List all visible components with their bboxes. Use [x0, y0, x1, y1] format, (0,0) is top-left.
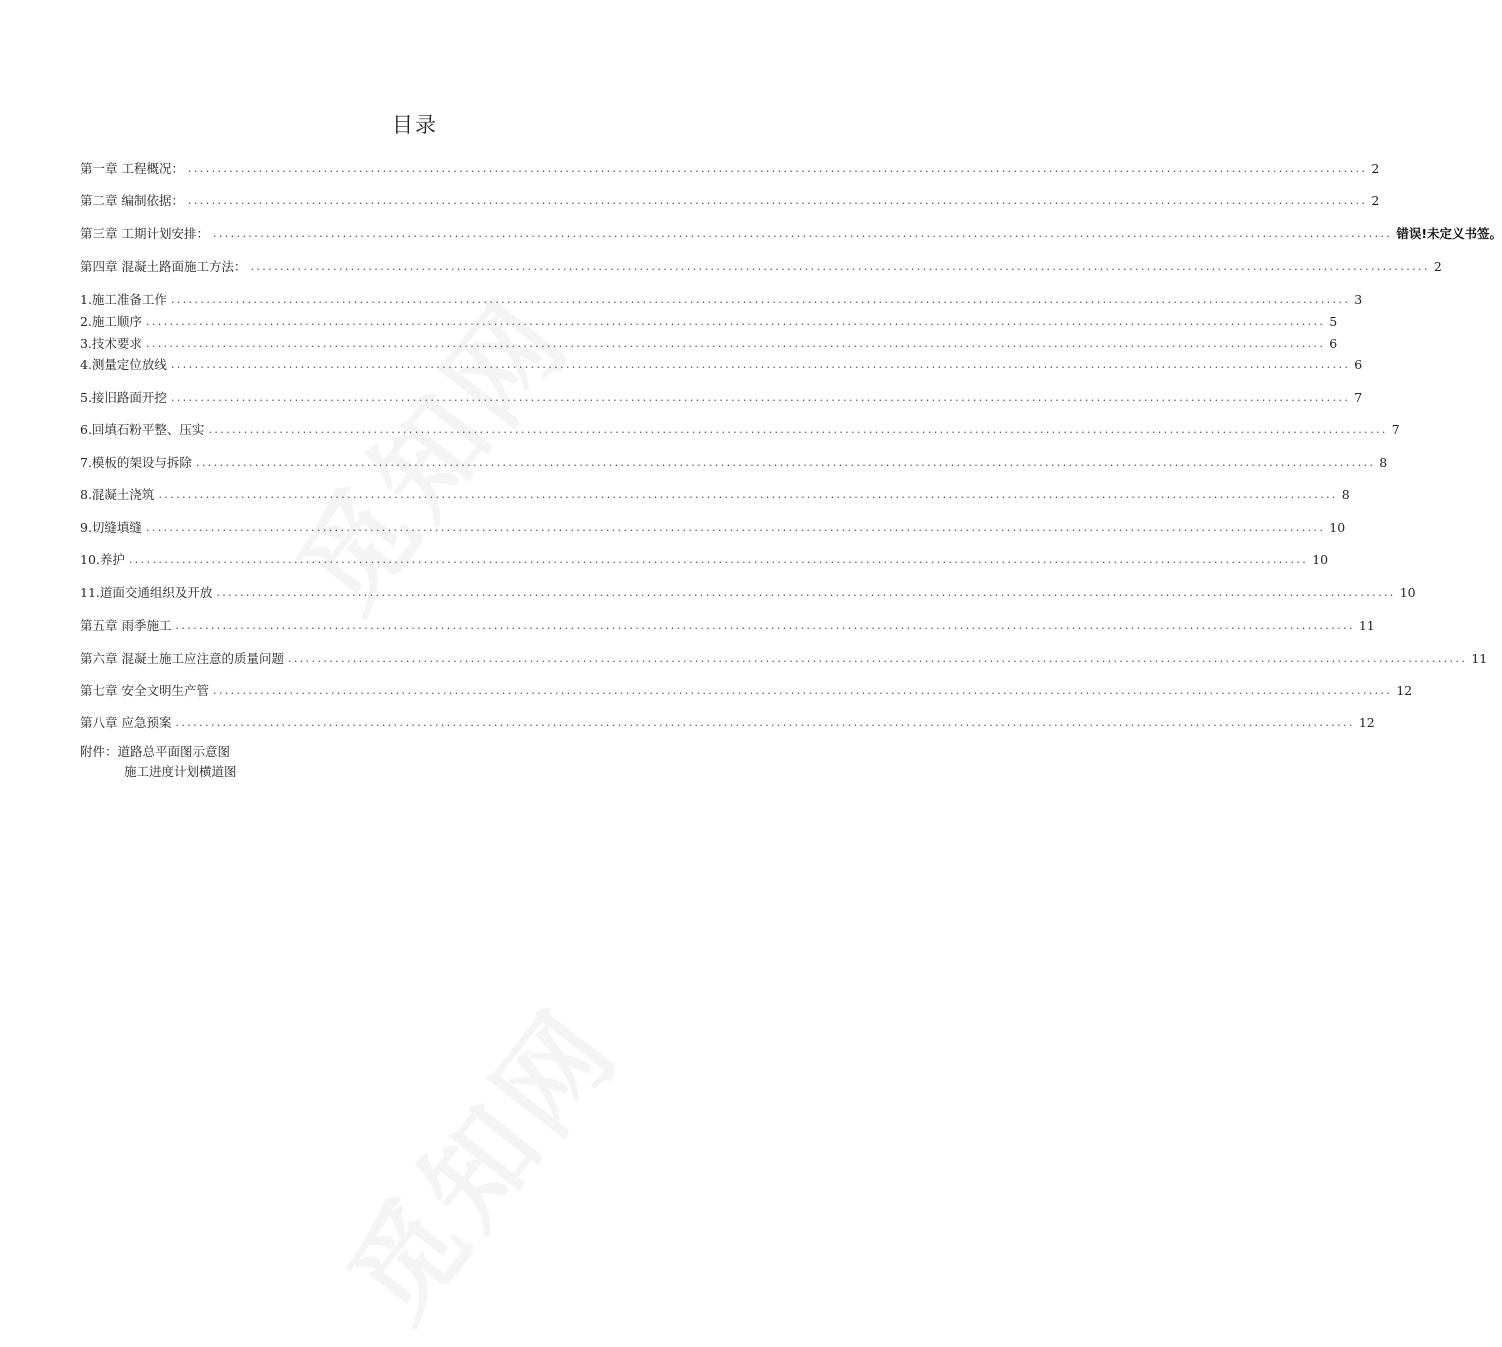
watermark	[306, 971, 648, 1347]
toc-entry-page: 8	[1379, 455, 1388, 470]
toc-leader-dots: ........................................................................................................................................................................................................	[175, 716, 1355, 729]
toc-entry[interactable]	[80, 222, 1502, 242]
toc-entry-page: 12	[1396, 683, 1413, 698]
appendix	[80, 742, 237, 782]
toc-leader-dots: ........................................................................................................................................................................................................	[216, 586, 1396, 599]
toc-entry[interactable]	[80, 288, 1363, 308]
toc-entry-page: 10	[1329, 520, 1346, 535]
toc-entry-label: 10.养护	[80, 552, 125, 567]
toc-entry-page: 7	[1354, 390, 1363, 405]
toc-entry-page: 6	[1354, 357, 1363, 372]
toc-leader-dots: ........................................................................................................................................................................................................	[170, 391, 1351, 404]
toc-entry-label: 1.施工准备工作	[80, 292, 167, 307]
toc-entry-label: 第一章 工程概况：	[80, 161, 184, 176]
toc-entry-page: 8	[1341, 487, 1350, 502]
toc-entry[interactable]	[80, 451, 1388, 471]
appendix-line-1: 附件：道路总平面图示意图	[80, 744, 231, 759]
toc-entry-page: 11	[1358, 618, 1375, 633]
toc-entry-label: 第二章 编制依据：	[80, 193, 184, 208]
toc-leader-dots: ........................................................................................................................................................................................................	[195, 456, 1376, 469]
toc-leader-dots: ........................................................................................................................................................................................................	[187, 194, 1368, 207]
toc-leader-dots: ........................................................................................................................................................................................................	[128, 553, 1309, 566]
toc-entry-label: 第五章 雨季施工	[80, 618, 172, 633]
toc-leader-dots: ........................................................................................................................................................................................................	[170, 358, 1351, 371]
toc-entry-page: 错误!未定义书签。	[1396, 226, 1502, 241]
toc-leader-dots: ........................................................................................................................................................................................................	[158, 488, 1338, 501]
toc-entry-label: 第八章 应急预案	[80, 715, 172, 730]
toc-entry-label: 第六章 混凝土施工应注意的质量问题	[80, 651, 284, 666]
toc-entry[interactable]	[80, 353, 1363, 373]
toc-leader-dots: ........................................................................................................................................................................................................	[145, 337, 1326, 350]
toc-entry-label: 第四章 混凝土路面施工方法：	[80, 259, 247, 274]
toc-entry-page: 11	[1471, 651, 1488, 666]
toc-entry-page: 12	[1358, 715, 1375, 730]
toc-leader-dots: ........................................................................................................................................................................................................	[175, 619, 1355, 632]
toc-entry[interactable]	[80, 418, 1400, 438]
toc-entry-label: 5.接旧路面开挖	[80, 390, 167, 405]
toc-entry-page: 7	[1391, 422, 1400, 437]
toc-entry[interactable]	[80, 255, 1442, 275]
toc-entry-page: 10	[1312, 552, 1329, 567]
toc-leader-dots: ........................................................................................................................................................................................................	[145, 315, 1326, 328]
toc-entry-label: 第三章 工期计划安排：	[80, 226, 209, 241]
toc-entry[interactable]	[80, 581, 1416, 601]
toc-entry[interactable]	[80, 483, 1350, 503]
toc-entry-label: 第七章 安全文明生产管	[80, 683, 209, 698]
toc-leader-dots: ........................................................................................................................................................................................................	[287, 652, 1468, 665]
toc-entry-page: 2	[1371, 161, 1380, 176]
toc-entry[interactable]	[80, 310, 1338, 330]
toc-entry-label: 2.施工顺序	[80, 314, 142, 329]
toc-entry-page: 3	[1354, 292, 1363, 307]
toc-entry[interactable]	[80, 679, 1413, 699]
toc-entry[interactable]	[80, 386, 1363, 406]
toc-entry-label: 9.切缝填缝	[80, 520, 142, 535]
toc-entry[interactable]	[80, 189, 1380, 209]
toc-entry-label: 3.技术要求	[80, 336, 142, 351]
toc-entry[interactable]	[80, 614, 1375, 634]
toc-entry[interactable]	[80, 516, 1346, 536]
toc-leader-dots: ........................................................................................................................................................................................................	[250, 260, 1430, 273]
page-title: 目录	[392, 113, 438, 137]
toc-entry-page: 10	[1399, 585, 1416, 600]
toc-entry-label: 7.模板的架设与拆除	[80, 455, 192, 470]
toc-entry[interactable]	[80, 711, 1375, 731]
toc-leader-dots: ........................................................................................................................................................................................................	[145, 521, 1326, 534]
toc-entry-page: 5	[1329, 314, 1338, 329]
toc-entry-label: 8.混凝土浇筑	[80, 487, 155, 502]
toc-entry-label: 11.道面交通组织及开放	[80, 585, 213, 600]
toc-leader-dots: ........................................................................................................................................................................................................	[187, 162, 1368, 175]
toc-leader-dots: ........................................................................................................................................................................................................	[212, 684, 1393, 697]
toc-entry-page: 6	[1329, 336, 1338, 351]
appendix-line-2: 施工进度计划横道图	[124, 764, 237, 779]
toc-leader-dots: ........................................................................................................................................................................................................	[208, 423, 1388, 436]
toc-entry[interactable]	[80, 647, 1488, 667]
toc-entry[interactable]	[80, 548, 1329, 568]
toc-leader-dots: ........................................................................................................................................................................................................	[212, 227, 1393, 240]
toc-entry-page: 2	[1371, 193, 1380, 208]
toc-entry[interactable]	[80, 157, 1380, 177]
toc-entry-label: 6.回填石粉平整、压实	[80, 422, 205, 437]
toc-leader-dots: ........................................................................................................................................................................................................	[170, 293, 1351, 306]
toc-entry[interactable]	[80, 332, 1338, 352]
toc-entry-label: 4.测量定位放线	[80, 357, 167, 372]
toc-entry-page: 2	[1433, 259, 1442, 274]
